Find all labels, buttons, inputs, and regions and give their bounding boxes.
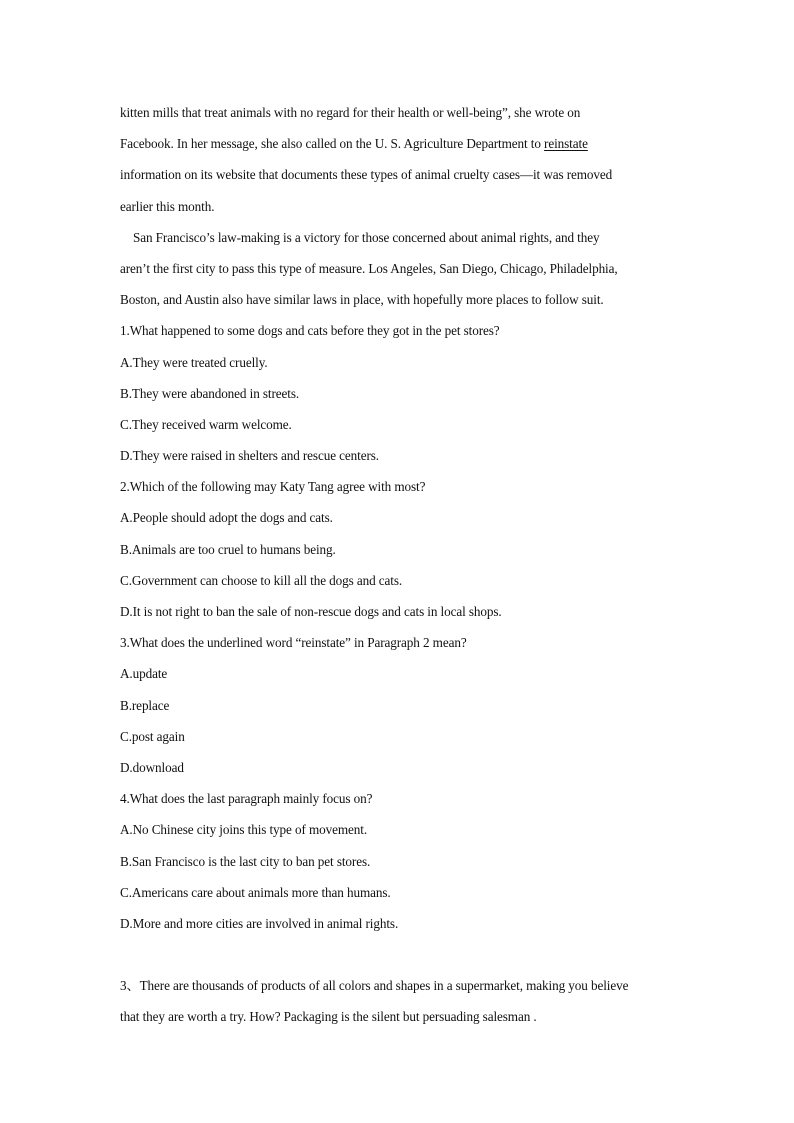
passage-line: 3、There are thousands of products of all colors and shapes in a supermarket, making you believe (120, 978, 629, 994)
answer-option: C.Americans care about animals more than humans. (120, 884, 391, 900)
answer-option: A.They were treated cruelly. (120, 354, 268, 370)
answer-option: D.More and more cities are involved in animal rights. (120, 915, 399, 931)
answer-option: A.No Chinese city joins this type of movement. (120, 822, 368, 838)
answer-option: B.Animals are too cruel to humans being. (120, 541, 336, 557)
question-stem: 3.What does the underlined word “reinstate” in Paragraph 2 mean? (120, 635, 467, 651)
question-stem: 2.Which of the following may Katy Tang agree with most? (120, 479, 426, 495)
passage-line: San Francisco’s law-making is a victory for those concerned about animal rights, and they (133, 229, 600, 245)
passage-line: aren’t the first city to pass this type of measure. Los Angeles, San Diego, Chicago, Philadelphia, (120, 260, 618, 276)
answer-option: A.update (120, 666, 168, 682)
answer-option: D.download (120, 759, 184, 775)
passage-line: kitten mills that treat animals with no regard for their health or well-being”, she wrote on (120, 105, 581, 120)
passage-line: earlier this month. (120, 198, 215, 214)
underlined-word: reinstate (544, 136, 588, 152)
answer-option: C.Government can choose to kill all the dogs and cats. (120, 572, 403, 588)
paragraph-gap (120, 943, 680, 974)
question-stem: 4.What does the last paragraph mainly focus on? (120, 791, 373, 807)
passage-line: that they are worth a try. How? Packaging is the silent but persuading salesman . (120, 1009, 537, 1025)
answer-option: C.They received warm welcome. (120, 416, 292, 432)
answer-option: B.They were abandoned in streets. (120, 385, 300, 401)
answer-option: B.San Francisco is the last city to ban pet stores. (120, 853, 371, 869)
passage-line (120, 132, 680, 163)
passage-line: information on its website that documents these types of animal cruelty cases—it was removed (120, 167, 613, 183)
answer-option: A.People should adopt the dogs and cats. (120, 510, 333, 526)
passage-text: Facebook. In her message, she also called on the U. S. Agriculture Department to (120, 136, 545, 152)
answer-option: C.post again (120, 728, 185, 744)
answer-option: D.They were raised in shelters and rescue centers. (120, 448, 380, 464)
answer-option: B.replace (120, 697, 170, 713)
answer-option: D.It is not right to ban the sale of non-rescue dogs and cats in local shops. (120, 604, 502, 619)
question-stem: 1.What happened to some dogs and cats before they got in the pet stores? (120, 323, 500, 339)
page-content (120, 101, 680, 1037)
passage-line: Boston, and Austin also have similar laws in place, with hopefully more places to follow suit. (120, 292, 604, 308)
